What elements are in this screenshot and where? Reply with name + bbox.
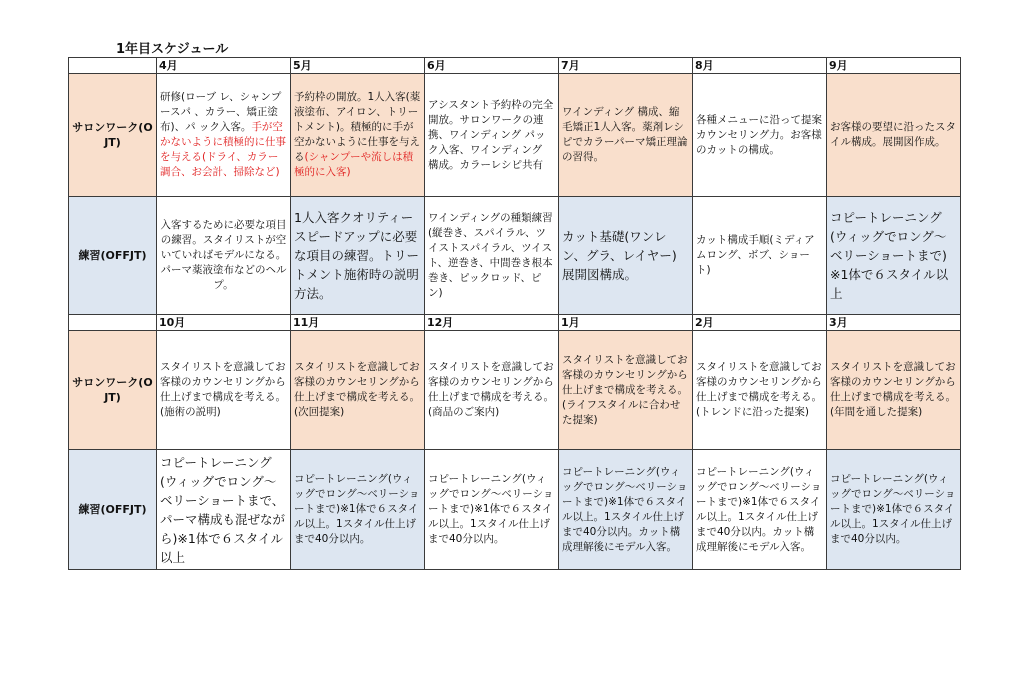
row-label-practice: 練習(OFFJT) [69, 197, 157, 315]
month-header: 7月 [559, 58, 693, 74]
emphasis-text: 手が空かないように積極的に仕事を与える(ドライ、カラー調合、お会計、掃除など) [160, 121, 286, 178]
schedule-cell: コピートレーニング(ウィッグでロング〜ベリーショートまで)※1体で６スタイル以上。1スタイル仕上げまで40分以内。 [425, 450, 559, 570]
schedule-cell: スタイリストを意識してお客様のカウンセリングから仕上げまで構成を考える。(ライフスタイルに合わせた提案) [559, 331, 693, 450]
schedule-cell: スタイリストを意識してお客様のカウンセリングから仕上げまで構成を考える。(商品のご案内) [425, 331, 559, 450]
schedule-cell: お客様の要望に沿ったスタイル構成。展開図作成。 [827, 74, 961, 197]
month-header: 11月 [291, 315, 425, 331]
practice-row-bottom [69, 450, 961, 570]
practice-row-top [69, 197, 961, 315]
schedule-cell: コピートレーニング(ウィッグでロング〜ベリーショートまで)※1体で６スタイル以上。1スタイル仕上げまで40分以内。カット構成理解後にモデル入客。 [693, 450, 827, 570]
month-header: 4月 [157, 58, 291, 74]
schedule-cell: コピートレーニング(ウィッグでロング〜ベリーショートまで)※1体で６スタイル以上。1スタイル仕上げまで40分以内。 [827, 450, 961, 570]
schedule-cell: 1人入客クオリティースピードアップに必要な項目の練習。トリートメント施術時の説明方法。 [291, 197, 425, 315]
month-header: 6月 [425, 58, 559, 74]
month-header: 2月 [693, 315, 827, 331]
schedule-table [68, 57, 961, 570]
month-header: 3月 [827, 315, 961, 331]
schedule-cell: コピートレーニング(ウィッグでロング〜ベリーショートまで)※1体で６スタイル以上 [827, 197, 961, 315]
schedule-cell: コピートレーニング(ウィッグでロング〜ベリーショートまで、パーマ構成も混ぜながら)※1体で６スタイル以上 [157, 450, 291, 570]
salon-row-bottom [69, 331, 961, 450]
page-title: 1年目スケジュール [116, 42, 229, 57]
row-label-practice: 練習(OFFJT) [69, 450, 157, 570]
schedule-cell: スタイリストを意識してお客様のカウンセリングから仕上げまで構成を考える。(トレンドに沿った提案) [693, 331, 827, 450]
schedule-cell: スタイリストを意識してお客様のカウンセリングから仕上げまで構成を考える。(次回提案) [291, 331, 425, 450]
schedule-cell: カット基礎(ワンレン、グラ、レイヤー)展開図構成。 [559, 197, 693, 315]
schedule-cell: 入客するために必要な項目の練習。スタイリストが空いていればモデルになる。パーマ薬液塗布などのヘルプ。 [157, 197, 291, 315]
row-label-salon: サロンワーク(OJT) [69, 331, 157, 450]
corner-cell [69, 58, 157, 74]
emphasis-text: (シャンプーや流しは積極的に入客) [294, 151, 414, 178]
month-header: 10月 [157, 315, 291, 331]
schedule-cell: ワインディングの種類練習(縦巻き、スパイラル、ツイストスパイラル、ツイスト、逆巻き、中間巻き根本巻き、ピックロッド、ピン) [425, 197, 559, 315]
month-header: 5月 [291, 58, 425, 74]
month-header: 12月 [425, 315, 559, 331]
schedule-cell: カット構成手順(ミディアムロング、ボブ、ショート) [693, 197, 827, 315]
schedule-cell: 研修(ローブ レ、シャンプ ースパ 、カラー、矯正塗布)、パ ック入客。手が空かないように積極的に仕事を与える(ドライ、カラー調合、お会計、掃除など) [157, 74, 291, 197]
schedule-cell: スタイリストを意識してお客様のカウンセリングから仕上げまで構成を考える。(施術の説明) [157, 331, 291, 450]
schedule-cell: 各種メニューに沿って提案カウンセリング力。お客様のカットの構成。 [693, 74, 827, 197]
corner-cell [69, 315, 157, 331]
schedule-cell: ワインディング 構成、縮毛矯正1人入客。薬剤レシピでカラーパーマ矯正理論の習得。 [559, 74, 693, 197]
month-header-row-top [69, 58, 961, 74]
schedule-cell: コピートレーニング(ウィッグでロング〜ベリーショートまで)※1体で６スタイル以上。1スタイル仕上げまで40分以内。カット構成理解後にモデル入客。 [559, 450, 693, 570]
month-header: 9月 [827, 58, 961, 74]
month-header: 8月 [693, 58, 827, 74]
month-header-row-bottom [69, 315, 961, 331]
schedule-cell: コピートレーニング(ウィッグでロング〜ベリーショートまで)※1体で６スタイル以上。1スタイル仕上げまで40分以内。 [291, 450, 425, 570]
month-header: 1月 [559, 315, 693, 331]
schedule-cell: 予約枠の開放。1人入客(薬液塗布、アイロン、トリートメント)。積極的に手が空かないように仕事を与える(シャンプーや流しは積極的に入客) [291, 74, 425, 197]
row-label-salon: サロンワーク(OJT) [69, 74, 157, 197]
schedule-cell: アシスタント予約枠の完全開放。サロンワークの連携、ワインディング パック入客、ワインディング 構成。カラーレシピ共有 [425, 74, 559, 197]
schedule-cell: スタイリストを意識してお客様のカウンセリングから仕上げまで構成を考える。(年間を通した提案) [827, 331, 961, 450]
salon-row-top [69, 74, 961, 197]
